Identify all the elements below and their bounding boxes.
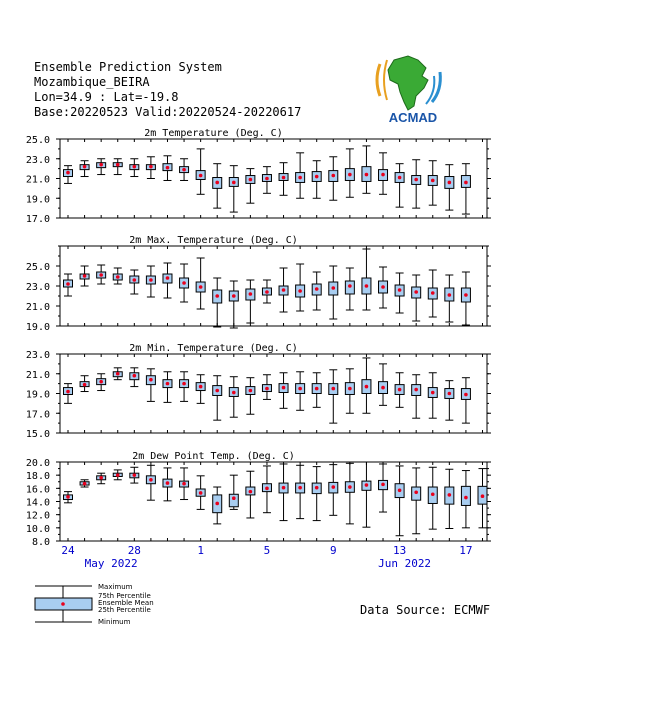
y-tick-label: 19.0 — [25, 389, 50, 401]
box-day-6 — [163, 372, 172, 403]
mean-dot — [182, 382, 186, 386]
mean-dot — [265, 387, 269, 391]
box-day-23 — [445, 275, 454, 322]
box-day-18 — [362, 249, 371, 310]
mean-dot — [381, 285, 385, 289]
box-day-13 — [279, 268, 288, 312]
box-day-9 — [213, 164, 222, 208]
y-tick-label: 23.0 — [25, 282, 50, 293]
mean-dot — [282, 486, 286, 490]
mean-dot — [133, 473, 137, 477]
mean-dot — [83, 274, 87, 278]
mean-dot — [414, 178, 418, 182]
box-day-14 — [296, 372, 305, 411]
mean-dot — [431, 391, 435, 395]
box-day-21 — [412, 468, 421, 534]
box-day-4 — [130, 368, 139, 387]
box-day-4 — [130, 159, 139, 177]
box-day-24 — [461, 272, 470, 325]
mean-dot — [116, 275, 120, 279]
x-tick-label: 28 — [127, 544, 141, 557]
mean-dot — [414, 290, 418, 294]
box-day-7 — [180, 264, 189, 302]
box-day-7 — [180, 159, 189, 181]
box-day-15 — [312, 467, 321, 521]
mean-dot — [464, 393, 468, 397]
mean-dot — [331, 387, 335, 391]
box-day-2 — [97, 265, 106, 284]
mean-dot — [265, 487, 269, 491]
mean-dot — [182, 281, 186, 285]
box-day-20 — [395, 373, 404, 408]
header-line-1: Ensemble Prediction System — [34, 60, 222, 74]
mean-dot — [298, 176, 302, 180]
mean-dot — [431, 179, 435, 183]
mean-dot — [265, 290, 269, 294]
mean-dot — [381, 386, 385, 390]
box-day-6 — [163, 263, 172, 298]
mean-dot — [448, 392, 452, 396]
mean-dot — [365, 483, 369, 487]
box-day-19 — [379, 153, 388, 194]
box-day-11 — [246, 471, 255, 518]
mean-dot — [298, 387, 302, 391]
box-day-10 — [229, 166, 238, 212]
panel-frame — [60, 246, 487, 326]
mean-dot — [166, 166, 170, 170]
box-day-6 — [163, 156, 172, 181]
box-day-5 — [146, 157, 155, 179]
mean-dot — [298, 486, 302, 490]
box-day-0 — [64, 166, 73, 184]
box-day-5 — [146, 266, 155, 297]
panel-title: 2m Dew Point Temp. (Deg. C) — [132, 451, 295, 462]
box-day-17 — [345, 369, 354, 413]
box-day-8 — [196, 258, 205, 309]
mean-dot — [398, 176, 402, 180]
box-day-22 — [428, 161, 437, 205]
box-day-0 — [64, 492, 73, 503]
box-day-21 — [412, 160, 421, 208]
mean-dot — [448, 293, 452, 297]
box-day-17 — [345, 268, 354, 310]
mean-dot — [414, 490, 418, 494]
box-day-1 — [80, 376, 89, 392]
box-day-20 — [395, 273, 404, 313]
mean-dot — [431, 492, 435, 496]
box-day-4 — [130, 270, 139, 294]
box-day-14 — [296, 465, 305, 518]
y-tick-label: 17.0 — [25, 409, 50, 421]
box-day-13 — [279, 464, 288, 521]
panel-3 — [26, 343, 491, 440]
mean-dot — [315, 486, 319, 490]
mean-dot — [83, 383, 87, 387]
mean-dot — [215, 502, 219, 506]
y-tick-label: 23.0 — [25, 350, 50, 361]
y-tick-label: 19.0 — [25, 322, 50, 333]
mean-dot — [365, 173, 369, 177]
mean-dot — [398, 489, 402, 493]
box-day-5 — [146, 369, 155, 402]
box-day-11 — [246, 169, 255, 204]
legend-mean-dot — [61, 602, 65, 606]
box-day-19 — [379, 267, 388, 308]
mean-dot — [249, 490, 253, 494]
mean-dot — [282, 176, 286, 180]
panel-4 — [26, 451, 491, 548]
mean-dot — [133, 165, 137, 169]
box-day-12 — [262, 466, 271, 513]
mean-dot — [83, 165, 87, 169]
mean-dot — [66, 495, 70, 499]
box-day-3 — [113, 268, 122, 284]
mean-dot — [149, 378, 153, 382]
mean-dot — [99, 380, 103, 384]
box-day-16 — [329, 266, 338, 319]
panel-title: 2m Min. Temperature (Deg. C) — [129, 343, 298, 354]
mean-dot — [331, 174, 335, 178]
box-day-8 — [196, 375, 205, 404]
logo-text: ACMAD — [388, 110, 438, 125]
box-day-16 — [329, 157, 338, 200]
mean-dot — [182, 482, 186, 486]
y-tick-label: 19.0 — [25, 194, 50, 206]
mean-dot — [116, 163, 120, 167]
y-tick-label: 20.0 — [25, 458, 50, 469]
mean-dot — [315, 387, 319, 391]
mean-dot — [431, 291, 435, 295]
mean-dot — [282, 288, 286, 292]
y-tick-label: 25.0 — [25, 262, 50, 273]
mean-dot — [166, 481, 170, 485]
box-day-4 — [130, 467, 139, 483]
mean-dot — [464, 293, 468, 297]
mean-dot — [149, 278, 153, 282]
mean-dot — [199, 385, 203, 389]
header-line-2: Mozambique_BEIRA — [34, 75, 150, 89]
mean-dot — [315, 175, 319, 179]
legend-item: 25th Percentile — [98, 606, 151, 614]
mean-dot — [149, 165, 153, 169]
mean-dot — [166, 276, 170, 280]
y-tick-label: 10.0 — [25, 523, 50, 535]
panel-1 — [26, 128, 491, 225]
mean-dot — [66, 282, 70, 286]
box-day-0 — [64, 384, 73, 404]
box-day-18 — [362, 358, 371, 413]
box-day-19 — [379, 364, 388, 405]
box-day-20 — [395, 466, 404, 536]
box-day-6 — [163, 468, 172, 501]
panel-title: 2m Temperature (Deg. C) — [144, 128, 283, 139]
y-tick-label: 14.0 — [25, 497, 50, 509]
mean-dot — [398, 388, 402, 392]
box-day-12 — [262, 280, 271, 303]
box-day-22 — [428, 270, 437, 317]
box-day-14 — [296, 264, 305, 311]
mean-dot — [282, 386, 286, 390]
panel-frame — [60, 462, 487, 541]
month-label: Jun 2022 — [378, 557, 432, 570]
mean-dot — [232, 391, 236, 395]
legend-item: 75th Percentile — [98, 592, 151, 600]
box-day-7 — [180, 372, 189, 402]
box-day-3 — [113, 470, 122, 480]
box-day-18 — [362, 146, 371, 193]
panel-frame — [60, 354, 487, 433]
mean-dot — [249, 292, 253, 296]
x-tick-label: 24 — [61, 544, 75, 557]
header-line-3: Lon=34.9 : Lat=-19.8 — [34, 90, 179, 104]
panel-frame — [60, 139, 487, 218]
box-day-23 — [445, 469, 454, 528]
box-day-11 — [246, 378, 255, 415]
box-day-14 — [296, 153, 305, 198]
box-day-10 — [229, 475, 238, 509]
mean-dot — [331, 485, 335, 489]
header-line-4: Base:20220523 Valid:20220524-20220617 — [34, 105, 302, 119]
legend-item: Maximum — [98, 583, 133, 591]
mean-dot — [182, 168, 186, 172]
box-day-11 — [246, 280, 255, 323]
month-label: May 2022 — [84, 557, 138, 570]
box-day-23 — [445, 165, 454, 210]
y-tick-label: 12.0 — [25, 510, 50, 522]
box-day-12 — [262, 375, 271, 400]
box-day-22 — [428, 373, 437, 418]
box-day-3 — [113, 368, 122, 380]
box-day-24 — [461, 164, 470, 214]
mean-dot — [116, 473, 120, 477]
box-day-8 — [196, 149, 205, 194]
mean-dot — [199, 491, 203, 495]
box-day-5 — [146, 465, 155, 500]
box-day-15 — [312, 161, 321, 199]
mean-dot — [66, 171, 70, 175]
box-day-3 — [113, 159, 122, 175]
mean-dot — [481, 494, 485, 498]
mean-dot — [398, 288, 402, 292]
panel-title: 2m Max. Temperature (Deg. C) — [129, 235, 298, 246]
y-tick-label: 18.0 — [25, 471, 50, 483]
mean-dot — [99, 273, 103, 277]
mean-dot — [348, 284, 352, 288]
box-day-24 — [461, 378, 470, 423]
mean-dot — [232, 496, 236, 500]
y-tick-label: 8.0 — [31, 537, 50, 548]
box-day-10 — [229, 281, 238, 328]
mean-dot — [99, 163, 103, 167]
box-day-2 — [97, 159, 106, 175]
y-tick-label: 25.0 — [25, 135, 50, 146]
mean-dot — [215, 389, 219, 393]
y-tick-label: 21.0 — [25, 174, 50, 186]
box-day-17 — [345, 463, 354, 524]
box-day-15 — [312, 373, 321, 408]
y-tick-label: 17.0 — [25, 214, 50, 225]
box-day-13 — [279, 373, 288, 409]
data-source: Data Source: ECMWF — [360, 603, 491, 617]
mean-dot — [133, 374, 137, 378]
mean-dot — [232, 294, 236, 298]
box-day-7 — [180, 468, 189, 500]
box-day-17 — [345, 149, 354, 197]
y-tick-label: 15.0 — [25, 429, 50, 440]
x-tick-label: 13 — [392, 544, 407, 557]
box-day-2 — [97, 473, 106, 484]
panel-2 — [26, 235, 491, 333]
mean-dot — [215, 294, 219, 298]
legend — [35, 586, 92, 622]
box-day-19 — [379, 464, 388, 512]
x-tick-label: 9 — [329, 544, 337, 557]
box-day-22 — [428, 467, 437, 529]
mean-dot — [149, 478, 153, 482]
y-tick-label: 16.0 — [25, 484, 50, 496]
box-day-21 — [412, 375, 421, 418]
mean-dot — [232, 181, 236, 185]
box-day-2 — [97, 374, 106, 391]
box-day-13 — [279, 163, 288, 196]
mean-dot — [265, 177, 269, 181]
box-day-15 — [312, 272, 321, 310]
box-day-24 — [461, 471, 470, 528]
box-day-9 — [213, 487, 222, 524]
y-tick-label: 21.0 — [25, 302, 50, 313]
legend-item: Minimum — [98, 618, 131, 626]
box-day-10 — [229, 377, 238, 417]
legend-item: Ensemble Mean — [98, 599, 154, 607]
y-tick-label: 21.0 — [25, 369, 50, 381]
mean-dot — [464, 496, 468, 500]
mean-dot — [298, 289, 302, 293]
box-day-16 — [329, 465, 338, 516]
mean-dot — [199, 285, 203, 289]
mean-dot — [66, 390, 70, 394]
mean-dot — [348, 173, 352, 177]
y-tick-label: 23.0 — [25, 154, 50, 166]
x-tick-label: 1 — [197, 544, 204, 557]
mean-dot — [381, 173, 385, 177]
mean-dot — [199, 174, 203, 178]
box-day-1 — [80, 161, 89, 177]
box-day-8 — [196, 476, 205, 510]
mean-dot — [116, 372, 120, 376]
box-day-25 — [478, 469, 487, 528]
mean-dot — [381, 483, 385, 487]
box-day-0 — [64, 274, 73, 296]
mean-dot — [365, 284, 369, 288]
box-day-21 — [412, 275, 421, 321]
iqr-box — [229, 494, 238, 507]
mean-dot — [249, 178, 253, 182]
mean-dot — [83, 482, 87, 486]
mean-dot — [448, 493, 452, 497]
mean-dot — [331, 286, 335, 290]
box-day-18 — [362, 462, 371, 527]
box-day-9 — [213, 278, 222, 327]
box-day-1 — [80, 480, 89, 487]
mean-dot — [365, 385, 369, 389]
x-tick-label: 5 — [263, 544, 271, 557]
box-day-1 — [80, 266, 89, 286]
mean-dot — [348, 387, 352, 391]
mean-dot — [315, 287, 319, 291]
mean-dot — [414, 388, 418, 392]
box-day-12 — [262, 167, 271, 194]
box-day-23 — [445, 381, 454, 421]
mean-dot — [215, 181, 219, 185]
mean-dot — [99, 476, 103, 480]
box-day-9 — [213, 376, 222, 420]
mean-dot — [448, 181, 452, 185]
mean-dot — [348, 485, 352, 489]
mean-dot — [166, 382, 170, 386]
mean-dot — [249, 389, 253, 393]
box-day-20 — [395, 164, 404, 207]
x-tick-label: 17 — [459, 544, 473, 557]
box-day-16 — [329, 370, 338, 423]
mean-dot — [464, 181, 468, 185]
mean-dot — [133, 278, 137, 282]
